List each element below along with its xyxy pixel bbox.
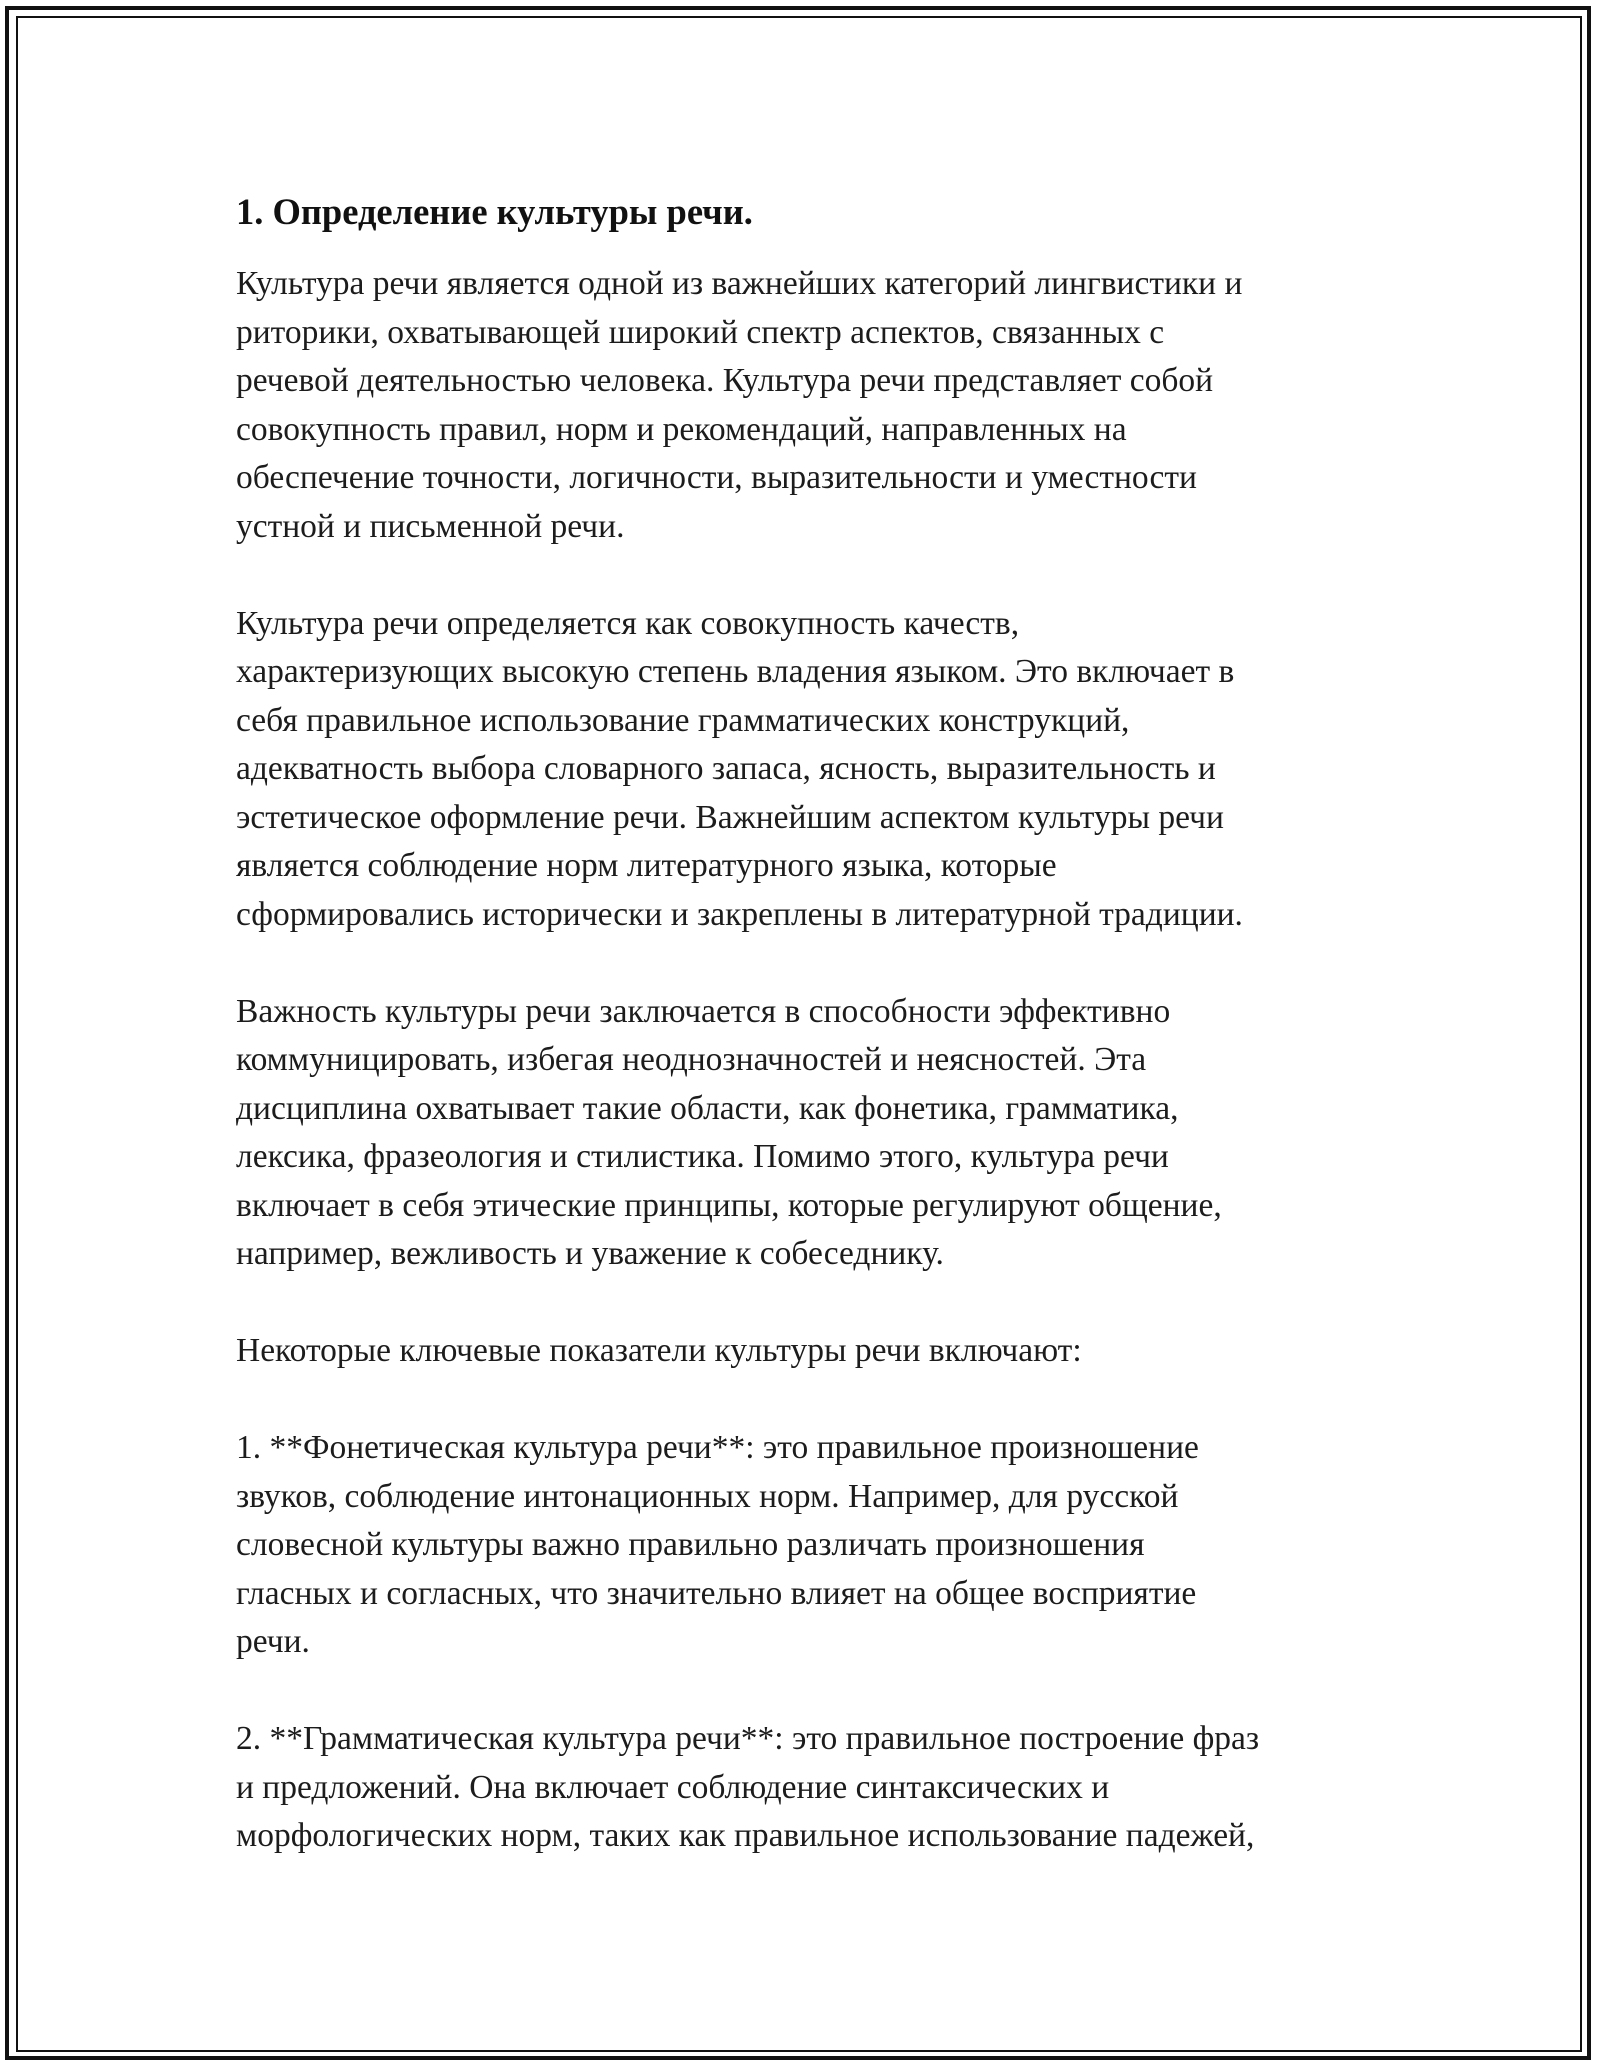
paragraph-definition: Культура речи определяется как совокупность качеств, характеризующих высокую степень владения языком. Это включает в себя правильное использование грамматических конструкций, адекватность выбора словарного запаса, ясность, выразительность и эстетическое оформление речи. Важнейшим аспектом культуры речи является соблюдение норм литературного языка, которые сформировались исторически и закреплены в литературной традиции. (236, 604, 1243, 933)
section-heading: 1. Определение культуры речи. (236, 191, 753, 232)
list-item-grammatical: 2. **Грамматическая культура речи**: это правильное построение фраз и предложений. Она включает соблюдение синтаксических и морфологических норм, таких как правильное использование падежей, (236, 1720, 1260, 1854)
list-item-phonetic: 1. **Фонетическая культура речи**: это правильное произношение звуков, соблюдение интонационных норм. Например, для русской словесной культуры важно правильно различать произношения гласных и согласных, что значительно влияет на общее восприятие речи. (236, 1429, 1199, 1660)
paragraph-indicators-intro: Некоторые ключевые показатели культуры речи включают: (236, 1332, 1082, 1369)
document-body (236, 188, 1376, 1909)
paragraph-importance: Важность культуры речи заключается в способности эффективно коммуницировать, избегая неоднозначностей и неясностей. Эта дисциплина охватывает такие области, как фонетика, грамматика, лексика, фразеология и стилистика. Помимо этого, культура речи включает в себя этические принципы, которые регулируют общение, например, вежливость и уважение к собеседнику. (236, 992, 1222, 1272)
paragraph-intro: Культура речи является одной из важнейших категорий лингвистики и риторики, охватывающей широкий спектр аспектов, связанных с речевой деятельностью человека. Культура речи представляет собой совокупность правил, норм и рекомендаций, направленных на обеспечение точности, логичности, выразительности и уместности устной и письменной речи. (236, 265, 1243, 545)
